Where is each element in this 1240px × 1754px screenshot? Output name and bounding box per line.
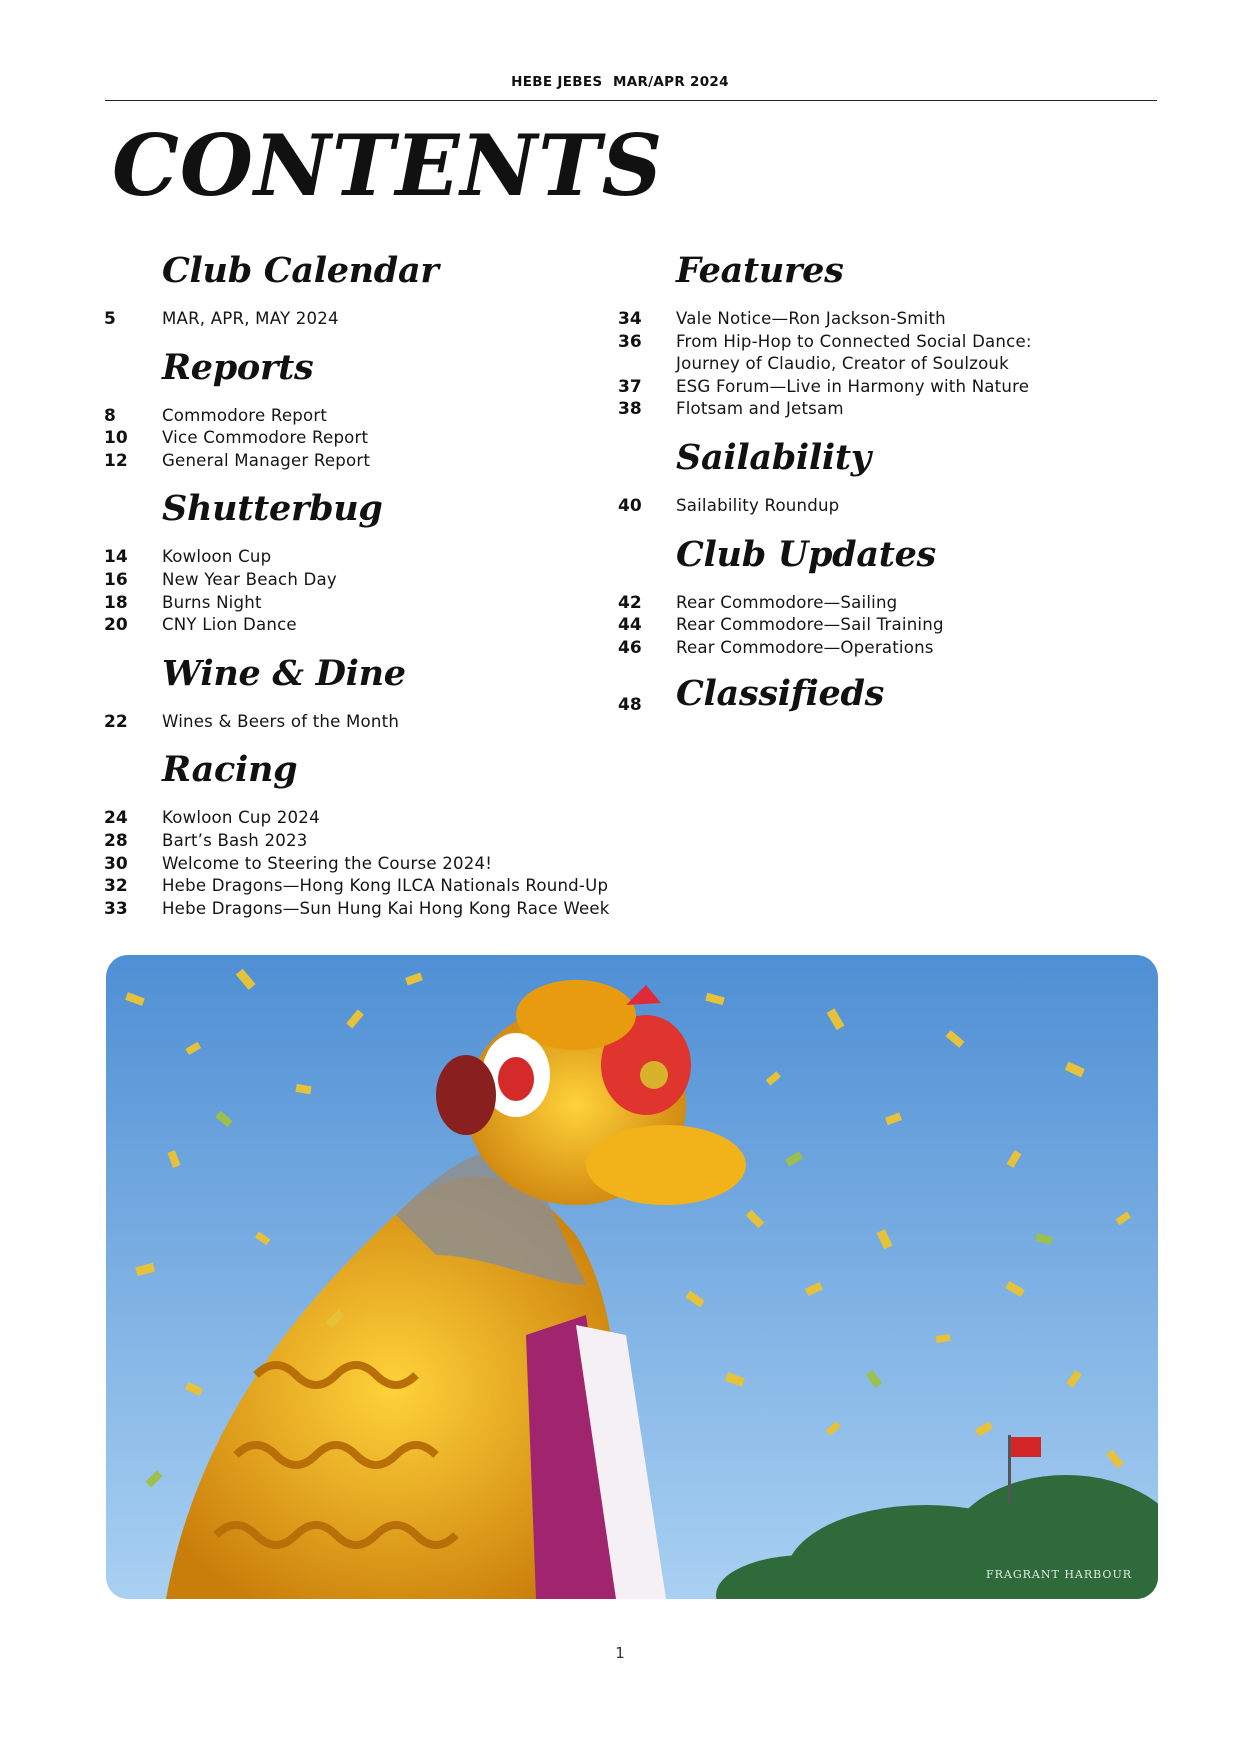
toc-entry[interactable] — [618, 637, 1158, 660]
toc-page-number: 22 — [104, 711, 128, 732]
toc-entry-title: Commodore Report — [162, 405, 328, 425]
toc-page-number: 28 — [104, 830, 128, 851]
toc-entry-title: Vice Commodore Report — [162, 428, 369, 448]
section-title: Wine & Dine — [162, 652, 406, 694]
toc-entry-title: New Year Beach Day — [162, 569, 337, 589]
toc-entry-title: Kowloon Cup 2024 — [162, 808, 320, 828]
toc-entry-title: Flotsam and Jetsam — [676, 399, 844, 419]
toc-entry[interactable] — [618, 614, 1158, 637]
running-head — [0, 74, 1240, 90]
toc-entry[interactable] — [104, 614, 664, 637]
toc-page-number: 24 — [104, 808, 128, 829]
toc-page-number: 36 — [618, 331, 642, 352]
header-rule — [105, 100, 1157, 101]
toc-entry[interactable] — [618, 398, 1158, 421]
section-club-updates — [618, 534, 1158, 660]
section-reports — [104, 347, 664, 473]
toc-entry-title: Hebe Dragons—Hong Kong ILCA Nationals Round-Up — [162, 876, 609, 896]
section-shutterbug — [104, 488, 664, 636]
toc-entry-title: CNY Lion Dance — [162, 615, 297, 635]
toc-page-number: 40 — [618, 495, 642, 516]
toc-entry[interactable] — [104, 308, 664, 331]
toc-page-number: 32 — [104, 876, 128, 897]
toc-entry-title: General Manager Report — [162, 450, 371, 470]
toc-page-number: 38 — [618, 399, 642, 420]
toc-entry-title: ESG Forum—Live in Harmony with Nature — [676, 376, 1030, 396]
toc-page-number: 42 — [618, 592, 642, 613]
page-number: 1 — [615, 1644, 625, 1662]
toc-page-number: 30 — [104, 853, 128, 874]
toc-entry-title: Journey of Claudio, Creator of Soulzouk — [676, 354, 1009, 374]
section-features — [618, 250, 1158, 421]
toc-page-number: 20 — [104, 615, 128, 636]
toc-entry[interactable] — [618, 495, 1158, 518]
toc-entry[interactable] — [104, 875, 664, 898]
section-title: Classifieds — [676, 673, 885, 715]
toc-entry[interactable] — [104, 711, 664, 734]
toc-entry[interactable] — [104, 546, 664, 569]
toc-entry[interactable] — [104, 450, 664, 473]
toc-entry-title: MAR, APR, MAY 2024 — [162, 309, 339, 328]
toc-entry[interactable] — [618, 331, 1158, 354]
toc-entry-title: Welcome to Steering the Course 2024! — [162, 853, 493, 873]
section-title: Reports — [162, 346, 314, 388]
section-title: Features — [676, 250, 844, 291]
toc-page-number: 5 — [104, 309, 116, 329]
toc-page-number: 37 — [618, 376, 642, 397]
toc-page-number: 10 — [104, 428, 128, 449]
issue-date: MAR/APR 2024 — [612, 74, 729, 90]
toc-page-number: 16 — [104, 569, 128, 590]
toc-page-number: 14 — [104, 547, 128, 568]
toc-entry-title: Wines & Beers of the Month — [162, 711, 400, 731]
toc-page-number: 33 — [104, 898, 128, 919]
toc-entry[interactable] — [104, 592, 664, 615]
contents-left-column — [104, 250, 664, 920]
section-wine-dine — [104, 653, 664, 734]
photo-illustration — [106, 955, 1158, 1599]
photo-credit: FRAGRANT HARBOUR — [985, 1568, 1132, 1581]
toc-page-number: 18 — [104, 592, 128, 613]
toc-entry[interactable] — [618, 376, 1158, 399]
toc-entry[interactable] — [618, 308, 1158, 331]
toc-entry-title: From Hip-Hop to Connected Social Dance: — [676, 331, 1032, 351]
section-title: Club Calendar — [162, 250, 439, 291]
toc-entry[interactable] — [104, 807, 664, 830]
toc-entry[interactable] — [104, 569, 664, 592]
toc-entry-title: Burns Night — [162, 592, 262, 612]
lion-dance-photo — [106, 955, 1158, 1599]
section-racing — [104, 749, 664, 920]
section-title: Sailability — [676, 436, 871, 478]
toc-page-number: 48 — [618, 695, 642, 716]
toc-entry[interactable] — [104, 830, 664, 853]
section-title: Shutterbug — [162, 488, 383, 530]
toc-page-number: 34 — [618, 309, 642, 329]
contents-right-column — [618, 250, 1158, 721]
toc-entry[interactable] — [104, 427, 664, 450]
section-title: Club Updates — [676, 533, 936, 575]
section-sailability — [618, 437, 1158, 518]
section-club-calendar — [104, 250, 664, 331]
section-title: Racing — [162, 749, 298, 791]
toc-entry[interactable] — [104, 898, 664, 921]
section-classifieds[interactable] — [618, 675, 1158, 721]
page-title: CONTENTS — [112, 116, 664, 215]
toc-page-number: 46 — [618, 637, 642, 658]
toc-entry-continuation[interactable] — [618, 353, 1158, 376]
toc-page-number: 44 — [618, 615, 642, 636]
toc-entry-title: Rear Commodore—Sailing — [676, 592, 898, 612]
toc-entry-title: Vale Notice—Ron Jackson-Smith — [676, 309, 946, 328]
toc-entry-title: Hebe Dragons—Sun Hung Kai Hong Kong Race Week — [162, 898, 610, 918]
publication-name: HEBE JEBES — [511, 74, 603, 90]
toc-entry-title: Rear Commodore—Operations — [676, 637, 934, 657]
toc-page-number: 8 — [104, 405, 116, 426]
toc-entry-title: Bart’s Bash 2023 — [162, 830, 308, 850]
toc-entry[interactable] — [618, 592, 1158, 615]
toc-entry[interactable] — [104, 853, 664, 876]
toc-entry-title: Kowloon Cup — [162, 547, 272, 567]
toc-page-number: 12 — [104, 450, 128, 471]
toc-entry-title: Rear Commodore—Sail Training — [676, 615, 944, 635]
toc-entry-title: Sailability Roundup — [676, 495, 840, 515]
toc-entry[interactable] — [104, 405, 664, 428]
